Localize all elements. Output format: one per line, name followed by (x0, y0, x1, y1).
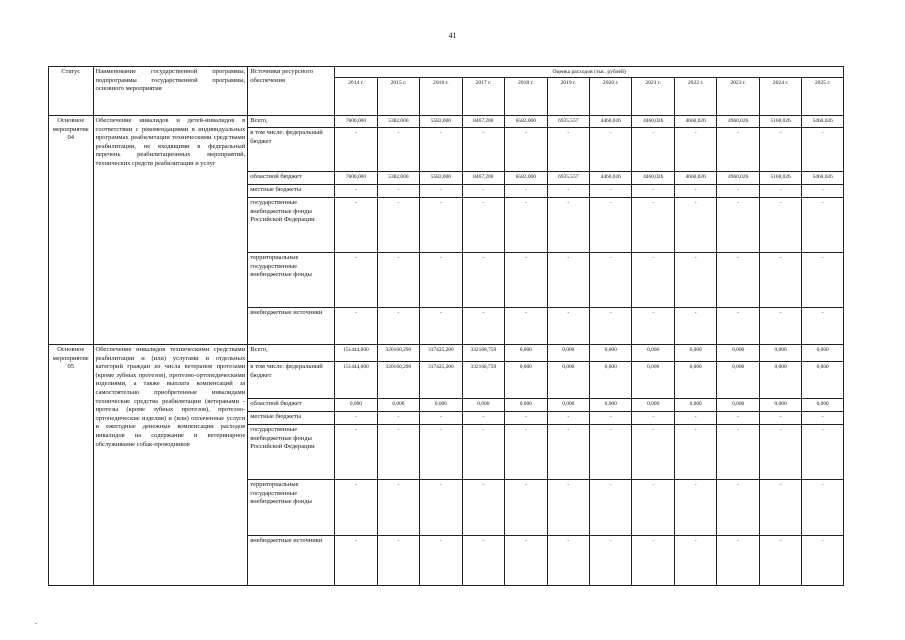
expense-value: - (335, 128, 377, 172)
expense-value: - (674, 425, 716, 480)
expense-value: - (547, 425, 589, 480)
expense-value: 0,000 (759, 399, 801, 412)
expense-value: - (420, 128, 462, 172)
expense-value: - (462, 198, 504, 253)
expense-value: - (420, 536, 462, 586)
expense-value: - (717, 128, 759, 172)
expense-value: 0,000 (802, 362, 844, 399)
expense-value: - (717, 536, 759, 586)
expense-value: 7600,000 (335, 172, 377, 185)
expense-value: - (802, 253, 844, 308)
expense-value: - (547, 480, 589, 536)
expense-value: 320160,290 (377, 362, 419, 399)
expense-value: - (717, 198, 759, 253)
expense-value: - (420, 253, 462, 308)
expense-value: - (547, 308, 589, 345)
expense-value: 4660,026 (674, 116, 716, 128)
expense-value: 5460,026 (802, 172, 844, 185)
funding-source: территориальные государственные внебюджетные фонды (248, 480, 335, 536)
expense-value: - (377, 425, 419, 480)
expense-value: - (632, 536, 674, 586)
expense-value: 317425,200 (420, 345, 462, 362)
expense-value: - (590, 198, 632, 253)
expense-value: 6935,557 (547, 172, 589, 185)
header-status: Статус (49, 67, 94, 116)
expense-value: 332168,759 (462, 345, 504, 362)
expense-value: - (462, 185, 504, 198)
expense-value: 151444,000 (335, 345, 377, 362)
expense-value: 6582,000 (505, 172, 547, 185)
funding-source: в том числе: федеральный бюджет (248, 362, 335, 399)
expense-value: 0,000 (632, 399, 674, 412)
expense-value: - (335, 198, 377, 253)
expense-value: - (759, 308, 801, 345)
page-number: 41 (448, 31, 457, 40)
expense-value: 5382,000 (377, 172, 419, 185)
year-header: 2015 г. (377, 78, 419, 116)
expense-table (48, 66, 844, 586)
expense-value: 4960,026 (717, 172, 759, 185)
expense-value: 4460,026 (632, 172, 674, 185)
expense-value: - (802, 480, 844, 536)
expense-value: - (462, 536, 504, 586)
footnote-mark: . (35, 617, 37, 626)
expense-value: 0,000 (674, 362, 716, 399)
funding-source: в том числе: федеральный бюджет (248, 128, 335, 172)
expense-value: 5582,000 (420, 116, 462, 128)
expense-value: 0,000 (547, 399, 589, 412)
expense-value: - (420, 480, 462, 536)
funding-source: государственные внебюджетные фонды Российской Федерации (248, 198, 335, 253)
expense-value: - (505, 253, 547, 308)
expense-value: 0,000 (759, 345, 801, 362)
expense-value: 0,000 (802, 345, 844, 362)
expense-value: 0,000 (377, 399, 419, 412)
expense-value: - (462, 308, 504, 345)
year-header: 2019 г. (547, 78, 589, 116)
expense-value: 4460,026 (632, 116, 674, 128)
expense-value: - (802, 425, 844, 480)
expense-value: - (759, 185, 801, 198)
expense-value: - (759, 198, 801, 253)
expense-value: - (674, 198, 716, 253)
expense-value: 0,000 (590, 399, 632, 412)
expense-value: - (717, 185, 759, 198)
expense-value: - (377, 308, 419, 345)
expense-value: - (759, 480, 801, 536)
expense-value: 5382,000 (377, 116, 419, 128)
expense-value: 0,000 (335, 399, 377, 412)
expense-value: - (420, 412, 462, 425)
expense-value: - (632, 253, 674, 308)
funding-source: местные бюджеты (248, 412, 335, 425)
expense-value: - (547, 128, 589, 172)
expense-value: 151444,000 (335, 362, 377, 399)
expense-value: - (462, 253, 504, 308)
expense-value: 0,000 (420, 399, 462, 412)
expense-value: 4960,026 (717, 116, 759, 128)
expense-value: - (462, 412, 504, 425)
expense-value: - (377, 253, 419, 308)
funding-source: местные бюджеты (248, 185, 335, 198)
expense-value: - (759, 412, 801, 425)
expense-value: - (674, 253, 716, 308)
funding-source: внебюджетные источники (248, 536, 335, 586)
expense-value: - (590, 425, 632, 480)
expense-value: - (632, 308, 674, 345)
expense-value: 0,000 (505, 345, 547, 362)
expense-value: 0,000 (717, 399, 759, 412)
expense-value: 320160,290 (377, 345, 419, 362)
expense-value: - (335, 253, 377, 308)
expense-value: 4660,026 (674, 172, 716, 185)
expense-value: 4460,026 (590, 172, 632, 185)
expense-value: 8467,200 (462, 172, 504, 185)
funding-source: областной бюджет (248, 172, 335, 185)
expense-value: 6935,557 (547, 116, 589, 128)
expense-value: - (632, 412, 674, 425)
funding-source: Всего, (248, 345, 335, 362)
expense-value: - (547, 185, 589, 198)
expense-value: - (802, 198, 844, 253)
funding-source: территориальные государственные внебюджетные фонды (248, 253, 335, 308)
expense-value: - (377, 185, 419, 198)
expense-value: - (547, 412, 589, 425)
expense-value: - (505, 536, 547, 586)
expense-value: - (420, 185, 462, 198)
expense-value: - (632, 198, 674, 253)
expense-value: - (632, 425, 674, 480)
header-sources: Источники ресурсного обеспечения (248, 67, 335, 116)
expense-value: 317425,200 (420, 362, 462, 399)
year-header: 2024 г. (759, 78, 801, 116)
expense-value: - (674, 536, 716, 586)
expense-value: - (590, 480, 632, 536)
expense-value: - (505, 308, 547, 345)
year-header: 2025 г. (802, 78, 844, 116)
expense-value: 332168,759 (462, 362, 504, 399)
expense-value: - (335, 425, 377, 480)
expense-value: - (377, 480, 419, 536)
expense-value: - (335, 480, 377, 536)
expense-value: 0,000 (632, 345, 674, 362)
year-header: 2014 г. (335, 78, 377, 116)
year-header: 2018 г. (505, 78, 547, 116)
expense-value: - (547, 536, 589, 586)
expense-value: - (377, 536, 419, 586)
year-header: 2023 г. (717, 78, 759, 116)
expense-value: - (420, 308, 462, 345)
expense-value: 5582,000 (420, 172, 462, 185)
expense-value: - (505, 185, 547, 198)
block-name: Обеспечение инвалидов и детей-инвалидов в соответствии с рекомендациями в индивидуальных программах реабилитации техническими средствами реабилитации, не входящими в федеральный перечень реабилитационных мероприятий, технических средств реабилитации и услуг (93, 116, 248, 345)
expense-value: - (802, 536, 844, 586)
expense-value: 5160,026 (759, 172, 801, 185)
expense-value: 0,000 (759, 362, 801, 399)
funding-source: государственные внебюджетные фонды Российской Федерации (248, 425, 335, 480)
expense-value: - (590, 128, 632, 172)
header-estimate: Оценка расходов (тыс. рублей) (335, 67, 844, 78)
expense-value: 0,000 (802, 399, 844, 412)
expense-value: - (420, 198, 462, 253)
expense-value: - (802, 412, 844, 425)
expense-value: 5460,026 (802, 116, 844, 128)
expense-value: 0,000 (505, 362, 547, 399)
expense-value: - (377, 128, 419, 172)
expense-value: - (335, 185, 377, 198)
expense-value: 0,000 (505, 399, 547, 412)
expense-value: - (717, 480, 759, 536)
expense-value: 0,000 (674, 399, 716, 412)
expense-value: - (547, 198, 589, 253)
expense-value: - (674, 128, 716, 172)
expense-value: - (377, 412, 419, 425)
expense-value: - (505, 128, 547, 172)
expense-value: 0,000 (590, 345, 632, 362)
block-name: Обеспечение инвалидов техническими средствами реабилитации и (или) услугами и отдельных категорий граждан из числа ветеранов протезами (кроме зубных протезов), протезно-ортопедическими изделиями, а также выплата компенсаций за самостоятельно приобретенные инвалидами технические средства реабилитации (ветеранами - протезы (кроме зубных протезов), протезно-ортопедические изделия) и (или) оплаченные услуги и ежегодные денежные компенсации расходов инвалидов на содержание и ветеринарное обслуживание собак-проводников (93, 345, 248, 586)
expense-value: - (674, 412, 716, 425)
table-row (49, 345, 844, 362)
expense-value: 0,000 (547, 362, 589, 399)
expense-value: - (674, 308, 716, 345)
year-header: 2017 г. (462, 78, 504, 116)
expense-value: - (505, 412, 547, 425)
expense-value: - (717, 308, 759, 345)
expense-value: - (632, 185, 674, 198)
expense-value: 0,000 (632, 362, 674, 399)
expense-value: 0,000 (717, 345, 759, 362)
expense-value: 0,000 (462, 399, 504, 412)
expense-value: - (759, 536, 801, 586)
expense-value: - (632, 128, 674, 172)
header-name: Наименование государственной программы, подпрограммы государственной программы, основного мероприятия (93, 67, 248, 116)
table-row (49, 116, 844, 128)
expense-value: 4460,026 (590, 116, 632, 128)
expense-value: - (674, 185, 716, 198)
expense-value: 0,000 (674, 345, 716, 362)
expense-value: - (335, 308, 377, 345)
expense-value: - (505, 480, 547, 536)
funding-source: внебюджетные источники (248, 308, 335, 345)
expense-value: - (759, 425, 801, 480)
expense-value: - (717, 412, 759, 425)
expense-value: 0,000 (590, 362, 632, 399)
expense-value: - (759, 128, 801, 172)
year-header: 2020 г. (590, 78, 632, 116)
expense-value: - (335, 412, 377, 425)
expense-value: 0,000 (717, 362, 759, 399)
expense-value: - (802, 308, 844, 345)
year-header: 2021 г. (632, 78, 674, 116)
expense-value: - (505, 198, 547, 253)
expense-value: 6582,000 (505, 116, 547, 128)
expense-value: 0,000 (547, 345, 589, 362)
expense-value: - (462, 425, 504, 480)
expense-value: - (505, 425, 547, 480)
expense-value: - (674, 480, 716, 536)
expense-value: - (547, 253, 589, 308)
expense-value: - (759, 253, 801, 308)
funding-source: Всего, (248, 116, 335, 128)
expense-value: - (335, 536, 377, 586)
expense-value: - (462, 128, 504, 172)
year-header: 2022 г. (674, 78, 716, 116)
block-status: Основное мероприятие 05 (49, 345, 94, 586)
expense-value: - (590, 412, 632, 425)
expense-value: - (717, 253, 759, 308)
expense-value: - (590, 185, 632, 198)
expense-value: - (377, 198, 419, 253)
expense-value: 5160,026 (759, 116, 801, 128)
expense-value: 7600,000 (335, 116, 377, 128)
expense-value: - (632, 480, 674, 536)
expense-value: - (420, 425, 462, 480)
expense-value: - (802, 185, 844, 198)
expense-value: - (462, 480, 504, 536)
block-status: Основное мероприятие 04 (49, 116, 94, 345)
funding-source: областной бюджет (248, 399, 335, 412)
expense-value: - (717, 425, 759, 480)
expense-value: 8467,200 (462, 116, 504, 128)
year-header: 2016 г. (420, 78, 462, 116)
expense-value: - (802, 128, 844, 172)
expense-value: - (590, 308, 632, 345)
expense-value: - (590, 536, 632, 586)
expense-value: - (590, 253, 632, 308)
